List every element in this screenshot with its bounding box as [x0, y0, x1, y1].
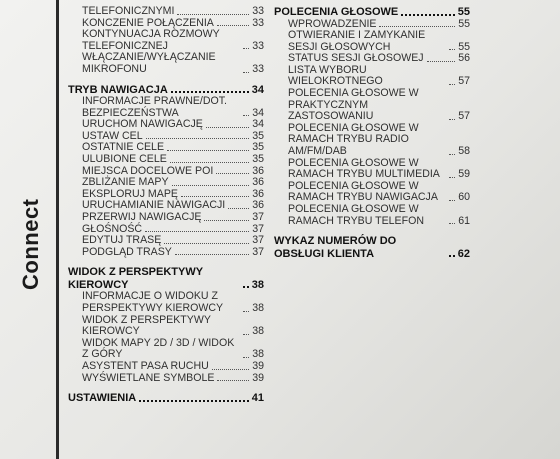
toc-page-number: 37 — [252, 234, 264, 247]
dot-leader — [449, 177, 455, 178]
toc-entry-title: PRZERWIJ NAWIGACJĘ — [82, 211, 202, 223]
toc-page-number: 38 — [252, 325, 264, 338]
dot-leader — [171, 91, 249, 93]
toc-section — [68, 266, 264, 291]
dot-leader — [243, 72, 249, 73]
toc-page-number: 59 — [458, 168, 470, 181]
toc-entry — [274, 123, 470, 158]
toc-page-number: 36 — [252, 199, 264, 212]
dot-leader — [145, 231, 249, 232]
toc-page-number: 61 — [458, 214, 470, 227]
toc-entry-title: USTAW CEL — [82, 129, 143, 142]
toc-page-number: 38 — [252, 301, 264, 314]
dot-leader — [243, 115, 249, 116]
toc-page-number: 39 — [252, 359, 264, 372]
dot-leader — [449, 200, 455, 201]
dot-leader — [243, 48, 249, 49]
toc-page-number: 34 — [251, 83, 264, 96]
toc-entry — [68, 361, 264, 373]
toc-entry-title: LISTA WYBORU WIELOKROTNEGO — [288, 63, 383, 88]
toc-page-number: 39 — [252, 371, 264, 384]
dot-leader — [427, 61, 456, 62]
dot-leader — [212, 369, 249, 370]
toc-entry-title: WIDOK Z PERSPEKTYWY KIEROWCY — [68, 266, 203, 291]
toc-entry-title: WYŚWIETLANE SYMBOLE — [82, 371, 215, 384]
toc-entry-title: OTWIERANIE I ZAMYKANIE SESJI GŁOSOWYCH — [288, 29, 426, 53]
toc-page-number: 37 — [252, 245, 264, 258]
toc-page-number: 35 — [252, 141, 264, 154]
toc-entry — [274, 65, 470, 88]
toc-entry — [68, 291, 264, 314]
dot-leader — [216, 173, 249, 174]
toc-entry-title: OSTATNIE CELE — [82, 141, 165, 154]
toc-entry — [274, 88, 470, 123]
toc-entry — [68, 212, 264, 224]
dot-leader — [449, 255, 455, 257]
toc-entry-title: MIEJSCA DOCELOWE POI — [82, 164, 214, 177]
toc-section — [274, 6, 470, 19]
dot-leader — [139, 400, 249, 402]
toc-entry — [68, 29, 264, 52]
toc-entry — [68, 96, 264, 119]
toc-entry-title: WŁĄCZANIE/WYŁĄCZANIE MIKROFONU — [82, 51, 216, 75]
dot-leader — [206, 127, 249, 128]
toc-entry-title: EDYTUJ TRASĘ — [82, 234, 162, 247]
toc-page-number: 33 — [252, 62, 264, 75]
dot-leader — [170, 162, 249, 163]
toc-section — [68, 392, 264, 405]
toc-entry — [274, 30, 470, 53]
toc-page-number: 37 — [252, 211, 264, 223]
toc-entry-title: KONCZENIE POŁĄCZENIA — [82, 16, 214, 29]
dot-leader — [449, 84, 455, 85]
toc-page-number: 38 — [251, 278, 264, 291]
dot-leader — [449, 49, 455, 50]
toc-entry-title: TELEFONICZNYMI — [82, 5, 175, 17]
toc-page-number: 35 — [252, 153, 264, 166]
toc-section — [274, 235, 470, 260]
toc-entry-title: POLECENIA GŁOSOWE W RAMACH TRYBU RADIO AM/FM/DAB — [288, 121, 419, 158]
toc-page-number: 55 — [458, 40, 470, 53]
toc-page-number: 36 — [252, 164, 264, 177]
toc-entry — [274, 204, 470, 227]
toc-page-number: 34 — [252, 118, 264, 131]
toc-entry — [274, 158, 470, 181]
toc-page-number: 38 — [252, 348, 264, 361]
dot-leader — [167, 150, 249, 151]
toc-page-number: 60 — [458, 191, 470, 204]
toc-entry — [68, 154, 264, 166]
toc-entry — [68, 247, 264, 259]
toc-entry-title: POLECENIA GŁOSOWE W PRAKTYCZNYM ZASTOSOWANIU — [288, 87, 419, 123]
toc-page-number: 62 — [457, 247, 470, 260]
dot-leader — [181, 196, 249, 197]
dot-leader — [228, 208, 249, 209]
dot-leader — [401, 14, 454, 16]
toc-page-number: 57 — [458, 75, 470, 88]
dot-leader — [177, 14, 249, 15]
toc-page-number: 33 — [252, 5, 264, 17]
dot-leader — [146, 138, 250, 139]
toc-entry-title: POLECENIA GŁOSOWE W RAMACH TRYBU MULTIMEDIA — [288, 156, 440, 181]
toc-entry-title: WYKAZ NUMERÓW DO OBSŁUGI KLIENTA — [274, 235, 397, 260]
toc-entry-title: EKSPLORUJ MAPĘ — [82, 187, 178, 200]
toc-page-number: 57 — [458, 110, 470, 123]
toc-entry-title: POLECENIA GŁOSOWE W RAMACH TRYBU TELEFON — [288, 203, 424, 227]
toc-entry-title: STATUS SESJI GŁOSOWEJ — [288, 52, 424, 65]
toc-page-number: 55 — [458, 17, 470, 30]
dot-leader — [217, 380, 249, 381]
toc-page-number: 41 — [251, 392, 264, 405]
toc-entry-title: INFORMACJE PRAWNE/DOT. BEZPIECZEŃSTWA — [82, 95, 227, 119]
toc-page-number: 55 — [457, 6, 470, 18]
dot-leader — [449, 223, 455, 224]
dot-leader — [243, 286, 249, 288]
toc-entry — [68, 315, 264, 338]
toc-entry-title: ASYSTENT PASA RUCHU — [82, 359, 209, 372]
toc-entry-title: ULUBIONE CELE — [82, 153, 167, 166]
toc-entry — [68, 373, 264, 385]
toc-entry — [68, 52, 264, 75]
dot-leader — [172, 185, 250, 186]
toc-entry — [68, 6, 264, 18]
dot-leader — [379, 26, 455, 27]
dot-leader — [243, 334, 249, 335]
toc-entry-title: GŁOŚNOŚĆ — [82, 222, 143, 235]
toc-page-number: 34 — [252, 106, 264, 119]
toc-entry — [68, 338, 264, 361]
toc-entry-title: URUCHAMIANIE NAWIGACJI — [82, 199, 226, 212]
toc-column-left — [68, 6, 264, 405]
toc-entry-title: WIDOK MAPY 2D / 3D / WIDOK Z GÓRY — [82, 336, 235, 361]
toc-entry-title: WIDOK Z PERSPEKTYWY KIEROWCY — [82, 313, 211, 338]
toc-page-number: 36 — [252, 187, 264, 200]
dot-leader — [449, 154, 455, 155]
toc-page-number: 36 — [252, 176, 264, 189]
toc-page-number: 33 — [252, 39, 264, 52]
dot-leader — [204, 220, 249, 221]
dot-leader — [243, 311, 249, 312]
toc-entry-title: ZBLIŻANIE MAPY — [82, 176, 169, 189]
toc-entry-title: POLECENIA GŁOSOWE W RAMACH TRYBU NAWIGACJA — [288, 179, 438, 204]
toc-page-number: 56 — [458, 52, 470, 65]
toc-page-number: 35 — [252, 129, 264, 142]
dot-leader — [164, 243, 249, 244]
section-tab-label: Connect — [18, 198, 43, 290]
toc-entry-title: TRYB NAWIGACJA — [68, 83, 168, 96]
toc-entry-title: WPROWADZENIE — [288, 17, 377, 30]
toc-entry-title: POLECENIA GŁOSOWE — [274, 6, 399, 18]
dot-leader — [217, 25, 249, 26]
toc-entry-title: KONTYNUACJA ROZMOWY TELEFONICZNEJ — [82, 28, 220, 52]
toc-entry-title: INFORMACJE O WIDOKU Z PERSPEKTYWY KIEROWCY — [82, 290, 224, 314]
toc-page-number: 58 — [458, 145, 470, 158]
toc-column-right — [274, 6, 470, 260]
dot-leader — [243, 357, 249, 358]
toc-entry-title: URUCHOM NAWIGACJĘ — [82, 118, 203, 131]
section-tab — [8, 0, 59, 459]
dot-leader — [175, 254, 249, 255]
toc-page-number: 37 — [252, 222, 264, 235]
dot-leader — [449, 119, 455, 120]
toc-page-number: 33 — [252, 16, 264, 29]
toc-entry-title: USTAWIENIA — [68, 392, 137, 405]
toc-entry — [274, 181, 470, 204]
toc-entry-title: PODGLĄD TRASY — [82, 245, 172, 258]
